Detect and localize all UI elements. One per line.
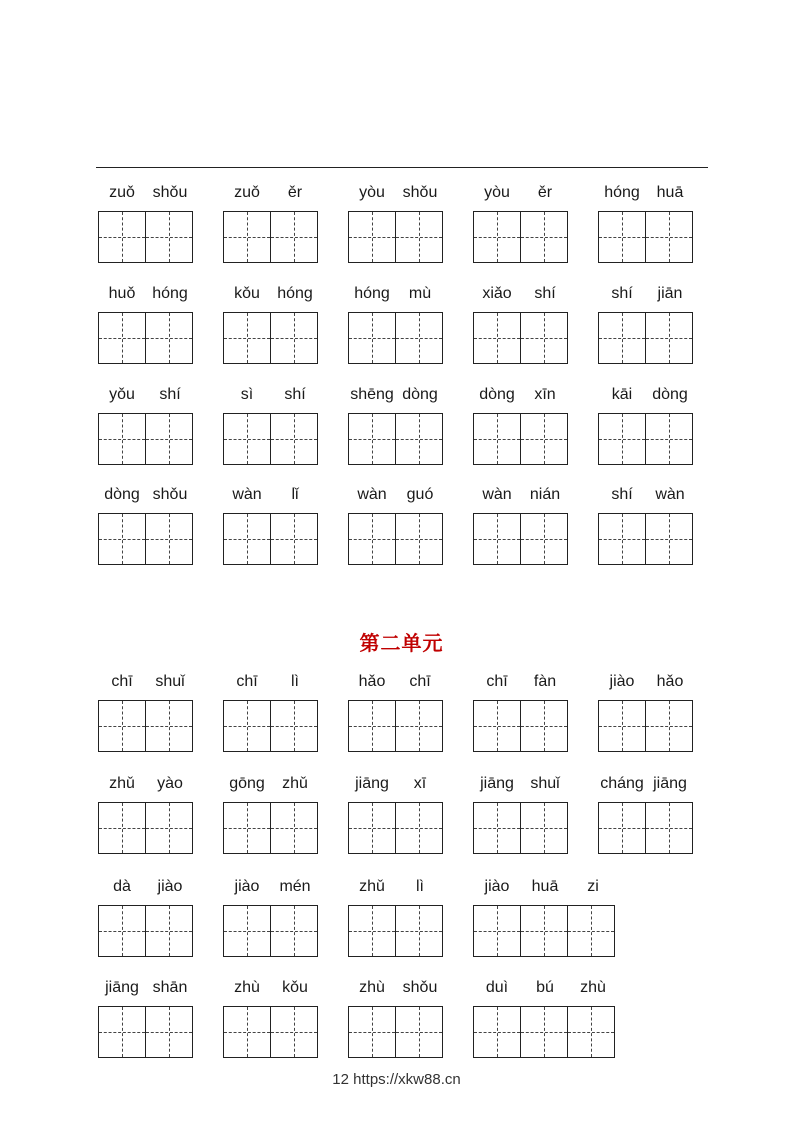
writing-grid [348,211,443,263]
tianzige-box[interactable] [145,413,193,465]
tianzige-box[interactable] [223,700,271,752]
pinyin-syllable: bú [536,979,554,996]
pinyin-syllable: shǒu [402,979,438,996]
tianzige-box[interactable] [348,700,396,752]
pinyin-syllable: jiāng [355,775,389,792]
tianzige-box[interactable] [645,312,693,364]
pinyin-syllable: ěr [537,184,553,201]
tianzige-box[interactable] [598,513,646,565]
pinyin-syllable: lì [416,878,424,895]
pinyin-syllable: zuǒ [109,184,135,201]
writing-grid [223,1006,318,1058]
writing-grid [598,211,693,263]
writing-grid [598,513,693,565]
pinyin-syllable: mén [279,878,311,895]
tianzige-box[interactable] [145,802,193,854]
pinyin-syllable: xīn [534,386,556,403]
pinyin-syllable: zhǔ [109,775,135,792]
pinyin-syllable: shēng [350,386,394,403]
pinyin-syllable: hóng [604,184,640,201]
tianzige-box[interactable] [598,802,646,854]
tianzige-box[interactable] [645,413,693,465]
pinyin-syllable: huā [531,878,559,895]
pinyin-syllable: shǒu [152,486,188,503]
pinyin-syllable: wàn [482,486,512,503]
tianzige-box[interactable] [223,802,271,854]
writing-grid [98,1006,193,1058]
tianzige-box[interactable] [645,513,693,565]
pinyin-syllable: jiāng [653,775,687,792]
pinyin-syllable: shí [284,386,306,403]
pinyin-syllable: hóng [354,285,390,302]
tianzige-box[interactable] [395,413,443,465]
writing-grid [473,211,568,263]
tianzige-box[interactable] [645,700,693,752]
pinyin-syllable: jiào [234,878,260,895]
tianzige-box[interactable] [223,211,271,263]
pinyin-syllable: wàn [232,486,262,503]
pinyin-syllable: zhù [234,979,260,996]
pinyin-syllable: shí [611,285,633,302]
pinyin-syllable: shí [611,486,633,503]
writing-grid [223,211,318,263]
pinyin-syllable: chī [236,673,258,690]
writing-grid [473,700,568,752]
tianzige-box[interactable] [348,211,396,263]
writing-grid [598,802,693,854]
pinyin-syllable: chī [486,673,508,690]
tianzige-box[interactable] [98,700,146,752]
tianzige-box[interactable] [270,905,318,957]
tianzige-box[interactable] [270,802,318,854]
tianzige-box[interactable] [520,802,568,854]
pinyin-syllable: dòng [402,386,438,403]
pinyin-syllable: hóng [152,285,188,302]
tianzige-box[interactable] [395,312,443,364]
pinyin-syllable: sì [240,386,254,403]
tianzige-box[interactable] [145,513,193,565]
pinyin-syllable: lì [291,673,299,690]
page-footer: 12 https://xkw88.cn [332,1071,461,1088]
pinyin-syllable: hǎo [358,673,386,690]
tianzige-box[interactable] [270,211,318,263]
tianzige-box[interactable] [598,211,646,263]
pinyin-syllable: zi [587,878,599,895]
pinyin-syllable: wàn [357,486,387,503]
tianzige-box[interactable] [270,312,318,364]
pinyin-syllable: yǒu [109,386,135,403]
writing-grid [598,413,693,465]
writing-grid [348,802,443,854]
pinyin-syllable: zhǔ [282,775,308,792]
pinyin-syllable: jiào [609,673,635,690]
writing-grid [98,211,193,263]
tianzige-box[interactable] [395,802,443,854]
tianzige-box[interactable] [520,513,568,565]
writing-grid [98,802,193,854]
tianzige-box[interactable] [348,1006,396,1058]
pinyin-syllable: zuǒ [234,184,260,201]
pinyin-syllable: dà [113,878,131,895]
pinyin-syllable: hóng [277,285,313,302]
writing-grid [223,413,318,465]
pinyin-syllable: cháng [600,775,644,792]
tianzige-box[interactable] [348,905,396,957]
writing-grid [98,513,193,565]
writing-grid [473,905,615,957]
pinyin-syllable: huā [656,184,684,201]
pinyin-syllable: zhǔ [359,878,385,895]
tianzige-box[interactable] [567,905,615,957]
writing-grid [223,905,318,957]
tianzige-box[interactable] [520,700,568,752]
writing-grid [473,1006,615,1058]
writing-grid [98,700,193,752]
pinyin-syllable: jiāng [480,775,514,792]
pinyin-syllable: kǒu [234,285,260,302]
tianzige-box[interactable] [473,312,521,364]
pinyin-syllable: hǎo [656,673,684,690]
pinyin-syllable: duì [485,979,509,996]
unit-two-title: 第二单元 [359,633,444,655]
tianzige-box[interactable] [645,802,693,854]
tianzige-box[interactable] [270,513,318,565]
writing-grid [98,312,193,364]
pinyin-syllable: xiǎo [482,285,512,302]
pinyin-syllable: wàn [655,486,685,503]
pinyin-syllable: lǐ [291,486,299,503]
tianzige-box[interactable] [520,312,568,364]
pinyin-syllable: jiāng [105,979,139,996]
tianzige-box[interactable] [98,211,146,263]
pinyin-syllable: xī [413,775,427,792]
writing-grid [598,700,693,752]
tianzige-box[interactable] [473,905,521,957]
pinyin-syllable: fàn [533,673,557,690]
tianzige-box[interactable] [270,413,318,465]
pinyin-syllable: ěr [287,184,303,201]
tianzige-box[interactable] [473,413,521,465]
tianzige-box[interactable] [645,211,693,263]
tianzige-box[interactable] [473,700,521,752]
pinyin-syllable: dòng [652,386,688,403]
writing-grid [348,312,443,364]
pinyin-syllable: shí [159,386,181,403]
tianzige-box[interactable] [395,1006,443,1058]
tianzige-box[interactable] [98,1006,146,1058]
pinyin-syllable: gōng [229,775,265,792]
tianzige-box[interactable] [145,211,193,263]
writing-grid [473,312,568,364]
tianzige-box[interactable] [395,513,443,565]
pinyin-syllable: jiào [484,878,510,895]
tianzige-box[interactable] [520,905,568,957]
tianzige-box[interactable] [98,802,146,854]
tianzige-box[interactable] [473,1006,521,1058]
writing-grid [473,413,568,465]
tianzige-box[interactable] [223,513,271,565]
tianzige-box[interactable] [223,1006,271,1058]
writing-grid [473,513,568,565]
pinyin-syllable: mù [408,285,432,302]
tianzige-box[interactable] [395,211,443,263]
tianzige-box[interactable] [520,413,568,465]
tianzige-box[interactable] [473,211,521,263]
writing-grid [598,312,693,364]
pinyin-syllable: yào [157,775,183,792]
tianzige-box[interactable] [145,700,193,752]
pinyin-syllable: shuǐ [530,775,560,792]
pinyin-syllable: kǒu [282,979,308,996]
tianzige-box[interactable] [145,312,193,364]
pinyin-syllable: shǒu [402,184,438,201]
pinyin-syllable: guó [406,486,434,503]
tianzige-box[interactable] [145,1006,193,1058]
tianzige-box[interactable] [520,1006,568,1058]
pinyin-syllable: nián [529,486,561,503]
writing-grid [348,905,443,957]
pinyin-syllable: huǒ [108,285,136,302]
pinyin-syllable: yòu [484,184,510,201]
writing-grid [348,1006,443,1058]
tianzige-box[interactable] [348,413,396,465]
pinyin-syllable: shān [152,979,188,996]
pinyin-syllable: zhù [580,979,606,996]
pinyin-syllable: jiān [657,285,683,302]
tianzige-box[interactable] [473,513,521,565]
tianzige-box[interactable] [98,905,146,957]
tianzige-box[interactable] [395,905,443,957]
tianzige-box[interactable] [98,413,146,465]
pinyin-syllable: zhù [359,979,385,996]
pinyin-syllable: jiào [157,878,183,895]
writing-grid [223,802,318,854]
tianzige-box[interactable] [223,312,271,364]
top-rule [96,167,708,168]
writing-grid [348,700,443,752]
tianzige-box[interactable] [598,700,646,752]
writing-grid [223,312,318,364]
tianzige-box[interactable] [395,700,443,752]
tianzige-box[interactable] [223,413,271,465]
writing-grid [98,413,193,465]
tianzige-box[interactable] [520,211,568,263]
tianzige-box[interactable] [567,1006,615,1058]
pinyin-syllable: dòng [104,486,140,503]
tianzige-box[interactable] [348,802,396,854]
tianzige-box[interactable] [598,312,646,364]
pinyin-syllable: dòng [479,386,515,403]
pinyin-syllable: shí [534,285,556,302]
pinyin-syllable: kāi [611,386,633,403]
writing-grid [223,700,318,752]
tianzige-box[interactable] [98,513,146,565]
pinyin-syllable: chī [111,673,133,690]
pinyin-syllable: chī [409,673,431,690]
tianzige-box[interactable] [223,905,271,957]
tianzige-box[interactable] [348,513,396,565]
writing-grid [223,513,318,565]
pinyin-syllable: shuǐ [155,673,185,690]
tianzige-box[interactable] [598,413,646,465]
tianzige-box[interactable] [98,312,146,364]
tianzige-box[interactable] [270,1006,318,1058]
writing-grid [473,802,568,854]
pinyin-syllable: shǒu [152,184,188,201]
tianzige-box[interactable] [270,700,318,752]
writing-grid [348,513,443,565]
writing-grid [348,413,443,465]
tianzige-box[interactable] [145,905,193,957]
tianzige-box[interactable] [473,802,521,854]
writing-grid [98,905,193,957]
pinyin-syllable: yòu [359,184,385,201]
tianzige-box[interactable] [348,312,396,364]
